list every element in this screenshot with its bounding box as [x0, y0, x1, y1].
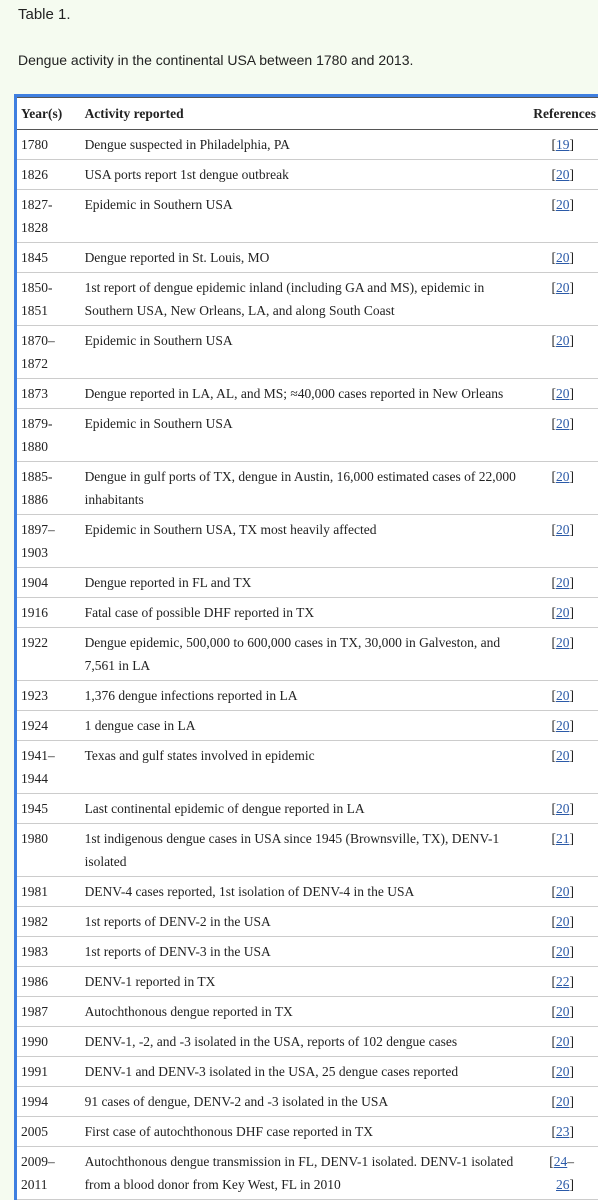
reference-link[interactable]: 22	[556, 974, 570, 989]
row-year: 1941–1944	[17, 741, 79, 794]
ref-bracket: ]	[569, 1034, 574, 1049]
ref-bracket: [	[551, 469, 556, 484]
ref-bracket: ]	[569, 167, 574, 182]
row-activity: USA ports report 1st dengue outbreak	[79, 160, 534, 190]
row-activity: Epidemic in Southern USA	[79, 326, 534, 379]
ref-bracket: ]	[569, 914, 574, 929]
reference-link[interactable]: 20	[556, 1094, 570, 1109]
table-row	[17, 711, 598, 741]
table-row	[17, 1117, 598, 1147]
row-activity: Last continental epidemic of dengue reported in LA	[79, 794, 534, 824]
ref-bracket: ]	[569, 250, 574, 265]
table-row	[17, 1147, 598, 1200]
row-references	[533, 462, 598, 515]
table-label: Table 1.	[18, 6, 71, 23]
table-row	[17, 273, 598, 326]
row-activity: 1 dengue case in LA	[79, 711, 534, 741]
ref-bracket: [	[551, 137, 556, 152]
ref-bracket: [	[551, 333, 556, 348]
reference-link[interactable]: 20	[556, 748, 570, 763]
reference-link[interactable]: 20	[556, 944, 570, 959]
reference-link[interactable]: 21	[556, 831, 570, 846]
row-year: 2005	[17, 1117, 79, 1147]
ref-bracket: ]	[569, 748, 574, 763]
row-year: 1987	[17, 997, 79, 1027]
ref-bracket: [	[551, 801, 556, 816]
row-activity: Fatal case of possible DHF reported in TX	[79, 598, 534, 628]
ref-bracket: ]	[569, 605, 574, 620]
ref-bracket: ]	[569, 801, 574, 816]
ref-bracket: ]	[569, 1094, 574, 1109]
row-references	[533, 824, 598, 877]
reference-link[interactable]: 20	[556, 1004, 570, 1019]
row-year: 1983	[17, 937, 79, 967]
ref-bracket: ]	[569, 718, 574, 733]
ref-bracket: [	[551, 416, 556, 431]
ref-bracket: [	[551, 974, 556, 989]
row-year: 1994	[17, 1087, 79, 1117]
ref-bracket: [	[551, 1004, 556, 1019]
row-activity: 1st reports of DENV-2 in the USA	[79, 907, 534, 937]
row-year: 1845	[17, 243, 79, 273]
reference-link[interactable]: 20	[556, 718, 570, 733]
reference-link[interactable]: 20	[556, 688, 570, 703]
ref-bracket: [	[551, 944, 556, 959]
row-activity: Dengue epidemic, 500,000 to 600,000 cases in TX, 30,000 in Galveston, and 7,561 in LA	[79, 628, 534, 681]
reference-link[interactable]: 20	[556, 280, 570, 295]
row-references	[533, 130, 598, 160]
reference-link[interactable]: 20	[556, 167, 570, 182]
row-activity: DENV-1 and DENV-3 isolated in the USA, 25 dengue cases reported	[79, 1057, 534, 1087]
table-row	[17, 130, 598, 160]
ref-bracket: ]	[569, 522, 574, 537]
row-references	[533, 1147, 598, 1200]
table-row	[17, 462, 598, 515]
row-activity: 91 cases of dengue, DENV-2 and -3 isolated in the USA	[79, 1087, 534, 1117]
table-row	[17, 877, 598, 907]
row-year: 1827-1828	[17, 190, 79, 243]
ref-bracket: ]	[569, 831, 574, 846]
reference-link[interactable]: 20	[556, 1034, 570, 1049]
row-activity: Autochthonous dengue transmission in FL, DENV-1 isolated. DENV-1 isolated from a blood donor from Key West, FL in 2010	[79, 1147, 534, 1200]
reference-link[interactable]: 26	[556, 1177, 570, 1192]
reference-link[interactable]: 20	[556, 914, 570, 929]
row-year: 1879-1880	[17, 409, 79, 462]
ref-bracket: ]	[569, 1004, 574, 1019]
ref-bracket: [	[551, 605, 556, 620]
row-activity: DENV-1 reported in TX	[79, 967, 534, 997]
ref-bracket: ]	[569, 944, 574, 959]
reference-link[interactable]: 20	[556, 386, 570, 401]
ref-bracket: ]	[569, 575, 574, 590]
ref-bracket: ]	[569, 635, 574, 650]
reference-link[interactable]: 20	[556, 605, 570, 620]
row-references	[533, 711, 598, 741]
ref-bracket: [	[551, 1034, 556, 1049]
table-row	[17, 190, 598, 243]
row-year: 1990	[17, 1027, 79, 1057]
ref-bracket: [	[551, 748, 556, 763]
ref-range-dash: –	[567, 1154, 574, 1169]
reference-link[interactable]: 20	[556, 522, 570, 537]
row-year: 1982	[17, 907, 79, 937]
row-references	[533, 681, 598, 711]
row-activity: Epidemic in Southern USA	[79, 190, 534, 243]
reference-link[interactable]: 20	[556, 197, 570, 212]
row-references	[533, 1057, 598, 1087]
row-references	[533, 741, 598, 794]
table-row	[17, 681, 598, 711]
reference-link[interactable]: 20	[556, 1064, 570, 1079]
dengue-activity-table	[17, 97, 598, 1200]
row-activity: Epidemic in Southern USA	[79, 409, 534, 462]
row-references	[533, 515, 598, 568]
table-row	[17, 379, 598, 409]
row-references	[533, 907, 598, 937]
row-references	[533, 568, 598, 598]
row-year: 1923	[17, 681, 79, 711]
row-year: 1850-1851	[17, 273, 79, 326]
ref-bracket: ]	[569, 386, 574, 401]
table-header-row	[17, 98, 598, 130]
ref-bracket: [	[551, 197, 556, 212]
table-row	[17, 515, 598, 568]
table-row	[17, 598, 598, 628]
row-references	[533, 326, 598, 379]
reference-link[interactable]: 24	[553, 1154, 568, 1169]
table-row	[17, 243, 598, 273]
ref-bracket: ]	[569, 974, 574, 989]
header-activity: Activity reported	[79, 98, 534, 130]
row-references	[533, 379, 598, 409]
row-year: 1885-1886	[17, 462, 79, 515]
ref-bracket: [	[551, 250, 556, 265]
row-year: 1916	[17, 598, 79, 628]
ref-bracket: ]	[569, 416, 574, 431]
row-year: 2009–2011	[17, 1147, 79, 1200]
table-body	[17, 130, 598, 1200]
reference-link[interactable]: 20	[556, 333, 570, 348]
row-activity: First case of autochthonous DHF case reported in TX	[79, 1117, 534, 1147]
header-year: Year(s)	[17, 98, 79, 130]
table-row	[17, 628, 598, 681]
row-references	[533, 628, 598, 681]
row-activity: Dengue reported in LA, AL, and MS; ≈40,000 cases reported in New Orleans	[79, 379, 534, 409]
ref-bracket: [	[551, 1064, 556, 1079]
row-references	[533, 937, 598, 967]
row-references	[533, 1087, 598, 1117]
row-year: 1945	[17, 794, 79, 824]
ref-bracket: [	[551, 1124, 556, 1139]
ref-bracket: ]	[569, 333, 574, 348]
ref-bracket: ]	[569, 1177, 574, 1192]
row-references	[533, 273, 598, 326]
reference-link[interactable]: 20	[556, 469, 570, 484]
row-year: 1922	[17, 628, 79, 681]
row-activity: Texas and gulf states involved in epidemic	[79, 741, 534, 794]
table-row	[17, 907, 598, 937]
reference-link[interactable]: 20	[556, 884, 570, 899]
ref-bracket: ]	[569, 1064, 574, 1079]
row-activity: 1st indigenous dengue cases in USA since 1945 (Brownsville, TX), DENV-1 isolated	[79, 824, 534, 877]
ref-bracket: [	[551, 1094, 556, 1109]
row-references	[533, 598, 598, 628]
row-year: 1924	[17, 711, 79, 741]
row-activity: DENV-1, -2, and -3 isolated in the USA, reports of 102 dengue cases	[79, 1027, 534, 1057]
row-references	[533, 409, 598, 462]
table-row	[17, 967, 598, 997]
ref-bracket: [	[551, 831, 556, 846]
row-activity: Dengue reported in St. Louis, MO	[79, 243, 534, 273]
ref-bracket: [	[551, 280, 556, 295]
row-year: 1980	[17, 824, 79, 877]
row-year: 1897–1903	[17, 515, 79, 568]
row-activity: Dengue in gulf ports of TX, dengue in Austin, 16,000 estimated cases of 22,000 inhabitants	[79, 462, 534, 515]
reference-link[interactable]: 20	[556, 801, 570, 816]
ref-bracket: [	[551, 688, 556, 703]
reference-link[interactable]: 20	[556, 416, 570, 431]
reference-link[interactable]: 20	[556, 250, 570, 265]
row-references	[533, 190, 598, 243]
ref-bracket: [	[551, 914, 556, 929]
row-year: 1780	[17, 130, 79, 160]
reference-link[interactable]: 23	[556, 1124, 570, 1139]
table-row	[17, 794, 598, 824]
ref-bracket: ]	[569, 688, 574, 703]
table-row	[17, 326, 598, 379]
row-year: 1991	[17, 1057, 79, 1087]
header-references: References	[533, 98, 598, 130]
table-row	[17, 409, 598, 462]
ref-bracket: [	[551, 167, 556, 182]
ref-bracket: ]	[569, 1124, 574, 1139]
row-activity: 1st reports of DENV-3 in the USA	[79, 937, 534, 967]
table-row	[17, 824, 598, 877]
row-activity: Autochthonous dengue reported in TX	[79, 997, 534, 1027]
table-row	[17, 741, 598, 794]
row-activity: Dengue suspected in Philadelphia, PA	[79, 130, 534, 160]
table-caption: Dengue activity in the continental USA between 1780 and 2013.	[18, 52, 414, 68]
table-row	[17, 568, 598, 598]
row-year: 1870–1872	[17, 326, 79, 379]
row-year: 1904	[17, 568, 79, 598]
row-activity: Dengue reported in FL and TX	[79, 568, 534, 598]
table-row	[17, 997, 598, 1027]
row-activity: 1st report of dengue epidemic inland (including GA and MS), epidemic in Southern USA, New Orleans, LA, and along South Coast	[79, 273, 534, 326]
table-row	[17, 160, 598, 190]
row-year: 1873	[17, 379, 79, 409]
ref-bracket: [	[549, 1154, 554, 1169]
row-references	[533, 794, 598, 824]
row-activity: DENV-4 cases reported, 1st isolation of DENV-4 in the USA	[79, 877, 534, 907]
row-references	[533, 967, 598, 997]
ref-bracket: [	[551, 884, 556, 899]
row-activity: 1,376 dengue infections reported in LA	[79, 681, 534, 711]
table-row	[17, 1027, 598, 1057]
ref-bracket: ]	[569, 469, 574, 484]
row-year: 1981	[17, 877, 79, 907]
row-references	[533, 160, 598, 190]
row-activity: Epidemic in Southern USA, TX most heavily affected	[79, 515, 534, 568]
row-references	[533, 243, 598, 273]
ref-bracket: [	[551, 635, 556, 650]
ref-bracket: [	[551, 386, 556, 401]
row-references	[533, 877, 598, 907]
row-year: 1826	[17, 160, 79, 190]
row-references	[533, 1117, 598, 1147]
row-references	[533, 1027, 598, 1057]
ref-bracket: [	[551, 575, 556, 590]
ref-bracket: ]	[569, 280, 574, 295]
ref-bracket: ]	[569, 137, 574, 152]
table-row	[17, 1057, 598, 1087]
ref-bracket: ]	[569, 197, 574, 212]
ref-bracket: ]	[569, 884, 574, 899]
reference-link[interactable]: 19	[556, 137, 570, 152]
reference-link[interactable]: 20	[556, 635, 570, 650]
ref-bracket: [	[551, 718, 556, 733]
reference-link[interactable]: 20	[556, 575, 570, 590]
table-row	[17, 937, 598, 967]
ref-bracket: [	[551, 522, 556, 537]
row-year: 1986	[17, 967, 79, 997]
row-references	[533, 997, 598, 1027]
table-row	[17, 1087, 598, 1117]
